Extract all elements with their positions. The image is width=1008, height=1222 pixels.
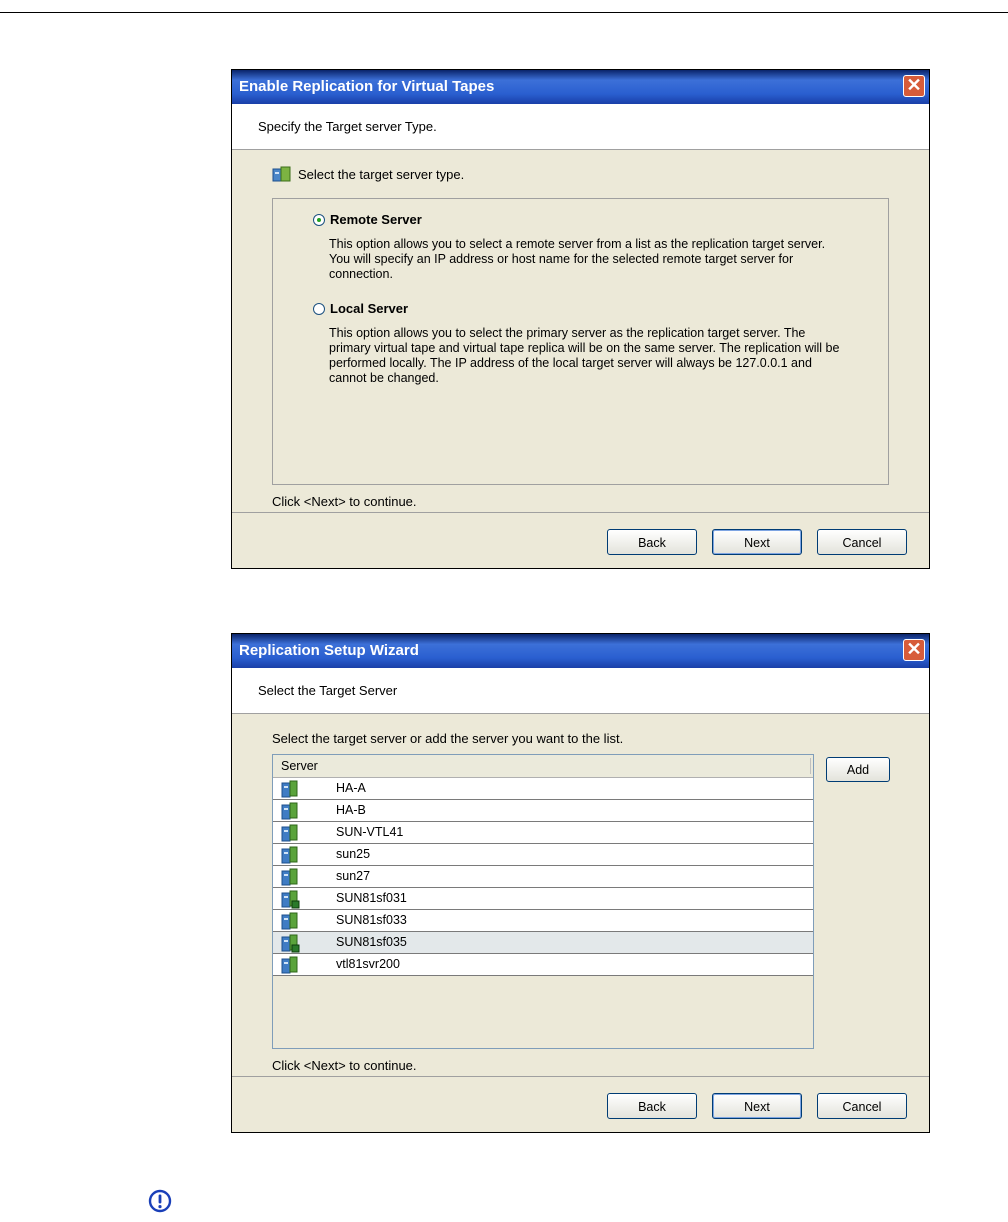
server-name: sun25 bbox=[336, 847, 371, 861]
wizard-step-header: Specify the Target server Type. bbox=[232, 104, 929, 150]
continue-hint: Click <Next> to continue. bbox=[272, 494, 417, 509]
local-server-description: This option allows you to select the primary server as the replication target server. The primary virtual tape and virtual tape replica will be on the same server. The replication will be performed locally. The IP address of the local target server will always be 127.0.0.1 and cannot be changed. bbox=[329, 326, 840, 385]
add-server-button[interactable]: Add bbox=[826, 757, 890, 782]
server-connected-icon bbox=[276, 889, 302, 909]
server-icon bbox=[276, 779, 302, 799]
server-icon bbox=[276, 867, 302, 887]
remote-server-radio[interactable] bbox=[313, 212, 422, 227]
radio-unchecked-icon bbox=[313, 303, 325, 315]
dialog-title-bar bbox=[232, 70, 929, 104]
server-connected-icon bbox=[276, 933, 302, 953]
server-column-header[interactable] bbox=[273, 755, 813, 778]
server-name: sun27 bbox=[336, 869, 371, 883]
server-icon bbox=[276, 911, 302, 931]
server-column-label: Server bbox=[281, 759, 318, 773]
server-list-row[interactable] bbox=[273, 910, 813, 932]
server-icon bbox=[276, 801, 302, 821]
caution-icon bbox=[148, 1189, 172, 1213]
next-button[interactable]: Next bbox=[712, 1093, 802, 1119]
server-name: SUN81sf035 bbox=[336, 935, 407, 949]
server-icon bbox=[276, 845, 302, 865]
server-name: SUN81sf033 bbox=[336, 913, 407, 927]
footer-divider bbox=[232, 1076, 929, 1077]
footer-divider bbox=[232, 512, 929, 513]
close-icon[interactable]: ✕ bbox=[903, 75, 925, 97]
dialog-title: Replication Setup Wizard bbox=[239, 642, 419, 659]
server-name: SUN81sf031 bbox=[336, 891, 407, 905]
server-list-row[interactable] bbox=[273, 778, 813, 800]
server-list-row[interactable] bbox=[273, 844, 813, 866]
cancel-button[interactable]: Cancel bbox=[817, 529, 907, 555]
server-name: vtl81svr200 bbox=[336, 957, 400, 971]
radio-checked-icon bbox=[313, 214, 325, 226]
select-type-prompt: Select the target server type. bbox=[298, 167, 465, 182]
replication-setup-wizard-dialog bbox=[231, 633, 930, 1133]
enable-replication-dialog bbox=[231, 69, 930, 569]
local-server-radio[interactable] bbox=[313, 301, 408, 316]
server-icon bbox=[276, 955, 302, 975]
select-server-prompt: Select the target server or add the server you want to the list. bbox=[272, 731, 624, 746]
server-list-row[interactable] bbox=[273, 888, 813, 910]
page-top-rule bbox=[0, 12, 1008, 13]
server-name: HA-A bbox=[336, 781, 366, 795]
column-divider bbox=[810, 758, 813, 774]
close-icon[interactable]: ✕ bbox=[903, 639, 925, 661]
dialog-title-bar bbox=[232, 634, 929, 668]
cancel-button[interactable]: Cancel bbox=[817, 1093, 907, 1119]
wizard-step-header: Select the Target Server bbox=[232, 668, 929, 714]
continue-hint: Click <Next> to continue. bbox=[272, 1058, 417, 1073]
server-icon bbox=[276, 823, 302, 843]
remote-server-label: Remote Server bbox=[330, 212, 422, 227]
target-server-icon bbox=[271, 165, 293, 183]
server-list-row[interactable] bbox=[273, 954, 813, 976]
local-server-label: Local Server bbox=[330, 301, 409, 316]
back-button[interactable]: Back bbox=[607, 1093, 697, 1119]
server-list-row[interactable] bbox=[273, 800, 813, 822]
server-list-row[interactable] bbox=[273, 822, 813, 844]
server-name: HA-B bbox=[336, 803, 366, 817]
server-list-row[interactable] bbox=[273, 866, 813, 888]
back-button[interactable]: Back bbox=[607, 529, 697, 555]
next-button[interactable]: Next bbox=[712, 529, 802, 555]
server-list[interactable] bbox=[272, 754, 814, 1049]
server-list-row[interactable] bbox=[273, 932, 813, 954]
dialog-title: Enable Replication for Virtual Tapes bbox=[239, 78, 495, 95]
server-name: SUN-VTL41 bbox=[336, 825, 404, 839]
remote-server-description: This option allows you to select a remote server from a list as the replication target server. You will specify an IP address or host name for the selected remote target server for connection. bbox=[329, 237, 826, 281]
